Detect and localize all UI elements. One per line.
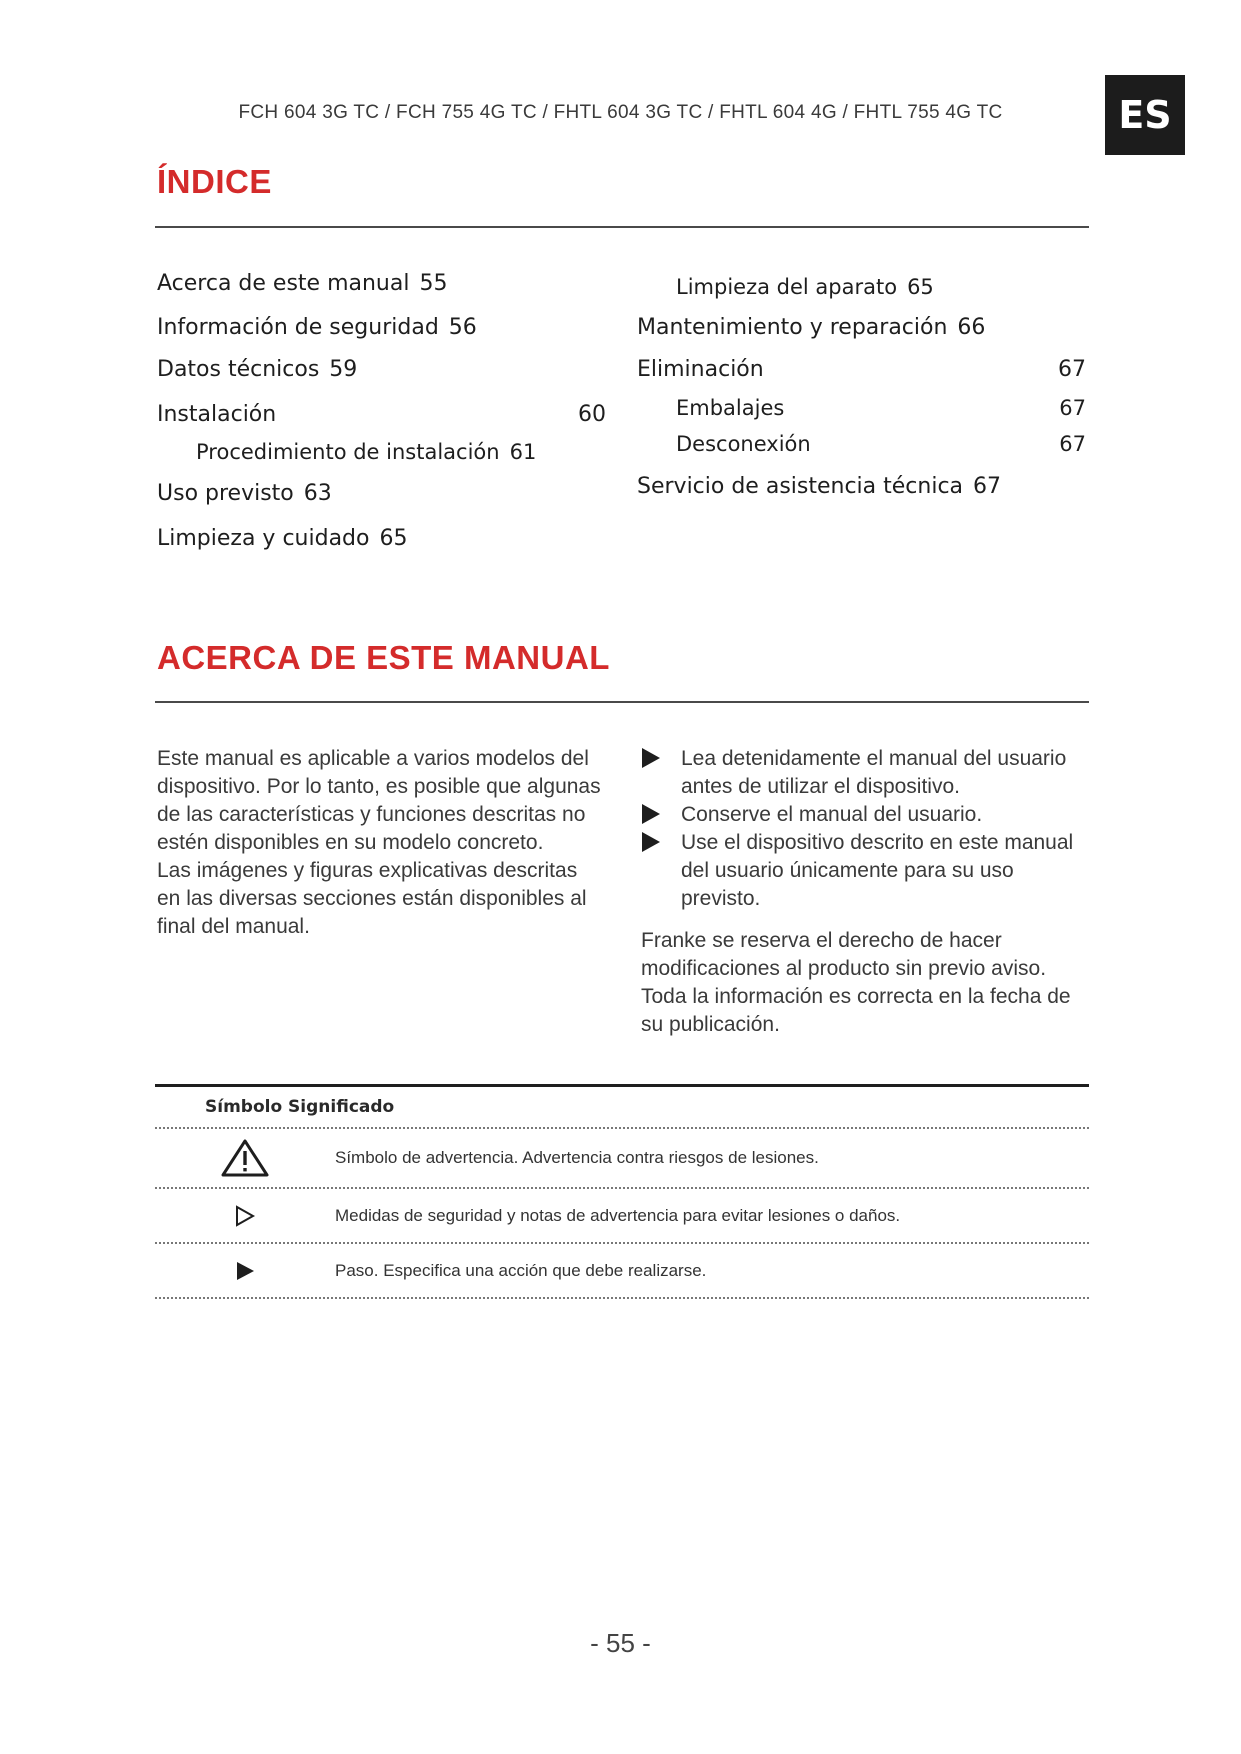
toc-entry-page: 66: [957, 315, 986, 340]
step-arrow-icon: [642, 804, 660, 824]
toc-entry-page: 67: [1059, 432, 1086, 456]
toc-entry[interactable]: [157, 402, 276, 427]
step-arrow-icon: [642, 748, 660, 768]
instruction-line: Use el dispositivo descrito en este manual: [681, 831, 1074, 854]
toc-entry[interactable]: [637, 315, 985, 340]
toc-entry-label: Instalación: [157, 402, 277, 427]
toc-entry[interactable]: [157, 315, 477, 340]
symbol-meaning: Símbolo de advertencia. Advertencia contra riesgos de lesiones.: [335, 1148, 819, 1167]
toc-entry-page: 67: [973, 474, 1002, 499]
symbol-table-header: [155, 1084, 1089, 1129]
paragraph-line: Este manual es aplicable a varios modelos del: [157, 747, 589, 770]
toc-entry-page: 65: [379, 526, 408, 551]
page-number: - 55 -: [590, 1628, 651, 1658]
instruction-item: [641, 745, 1091, 801]
symbol-cell: [155, 1260, 335, 1282]
toc-entry[interactable]: [157, 357, 357, 382]
toc-entry[interactable]: [157, 526, 407, 551]
toc-subentry[interactable]: [676, 396, 784, 420]
symbol-table-header-label: Símbolo Significado: [205, 1097, 395, 1117]
paragraph-line: final del manual.: [157, 915, 310, 938]
instruction-line: del usuario únicamente para su uso: [681, 859, 1014, 882]
toc-entry[interactable]: [637, 474, 1001, 499]
about-right-paragraph: [641, 927, 1091, 1039]
instruction-item: [641, 829, 1091, 913]
paragraph-line: modificaciones al producto sin previo aviso.: [641, 957, 1047, 980]
instruction-line: previsto.: [681, 887, 761, 910]
symbol-table-row: [155, 1244, 1089, 1299]
about-left-paragraph: [157, 745, 617, 941]
language-badge: ES: [1105, 75, 1185, 155]
toc-entry[interactable]: [157, 481, 332, 506]
toc-entry-label: Mantenimiento y reparación: [637, 315, 948, 340]
model-list-header: FCH 604 3G TC / FCH 755 4G TC / FHTL 604 3G TC / FHTL 604 4G / FHTL 755 4G TC: [238, 102, 1003, 123]
paragraph-line: Las imágenes y figuras explicativas descritas: [157, 859, 578, 882]
toc-title: ÍNDICE: [157, 163, 272, 200]
toc-entry-label: Acerca de este manual: [157, 271, 410, 296]
instruction-line: Lea detenidamente el manual del usuario: [681, 747, 1067, 770]
paragraph-line: Franke se reserva el derecho de hacer: [641, 929, 1002, 952]
toc-entry-label: Información de seguridad: [157, 315, 439, 340]
symbol-cell: [155, 1138, 335, 1178]
instruction-item: [641, 801, 1091, 829]
symbol-meaning: Paso. Especifica una acción que debe realizarse.: [335, 1260, 707, 1280]
toc-entry-page: 60: [578, 402, 606, 427]
toc-divider: [155, 226, 1089, 228]
toc-entry-page: 56: [448, 315, 477, 340]
toc-entry-page: 65: [907, 275, 934, 299]
toc-entry-label: Datos técnicos: [157, 357, 320, 382]
toc-entry-page: 61: [509, 440, 537, 464]
paragraph-line: dispositivo. Por lo tanto, es posible que algunas: [157, 775, 601, 798]
paragraph-line: su publicación.: [641, 1013, 780, 1036]
toc-entry-page: 55: [419, 271, 448, 296]
about-divider: [155, 701, 1089, 703]
toc-entry-label: Embalajes: [676, 396, 785, 420]
about-title: ACERCA DE ESTE MANUAL: [157, 639, 610, 676]
toc-subentry[interactable]: [676, 432, 811, 456]
toc-entry-page: 67: [1058, 357, 1086, 382]
paragraph-line: de las características y funciones descritas no: [157, 803, 586, 826]
symbol-meaning: Medidas de seguridad y notas de advertencia para evitar lesiones o daños.: [335, 1205, 901, 1225]
toc-entry-page: 67: [1059, 396, 1086, 420]
toc-subentry[interactable]: [196, 440, 536, 464]
symbol-cell: [155, 1205, 335, 1227]
symbol-table-row: [155, 1189, 1089, 1244]
outline-triangle-icon: [234, 1205, 256, 1227]
toc-entry-label: Procedimiento de instalación: [196, 440, 500, 464]
filled-triangle-icon: [234, 1260, 256, 1282]
toc-entry-label: Servicio de asistencia técnica: [637, 474, 964, 499]
toc-entry-page: 63: [303, 481, 332, 506]
toc-entry-label: Eliminación: [637, 357, 764, 382]
step-arrow-icon: [642, 832, 660, 852]
toc-entry-label: Desconexión: [676, 432, 811, 456]
toc-entry[interactable]: [637, 357, 764, 382]
instruction-line: antes de utilizar el dispositivo.: [681, 775, 960, 798]
toc-entry[interactable]: [157, 271, 447, 296]
toc-subentry[interactable]: [676, 275, 934, 299]
toc-entry-label: Uso previsto: [157, 481, 294, 506]
toc-entry-label: Limpieza del aparato: [676, 275, 898, 299]
symbol-table: [155, 1084, 1089, 1299]
instruction-list: [641, 745, 1091, 913]
symbol-table-row: [155, 1129, 1089, 1189]
instruction-line: Conserve el manual del usuario.: [681, 803, 983, 826]
toc-entry-label: Limpieza y cuidado: [157, 526, 370, 551]
toc-entry-page: 59: [329, 357, 358, 382]
paragraph-line: estén disponibles en su modelo concreto.: [157, 831, 544, 854]
paragraph-line: en las diversas secciones están disponibles al: [157, 887, 587, 910]
warning-triangle-icon: [220, 1138, 270, 1178]
paragraph-line: Toda la información es correcta en la fecha de: [641, 985, 1071, 1008]
